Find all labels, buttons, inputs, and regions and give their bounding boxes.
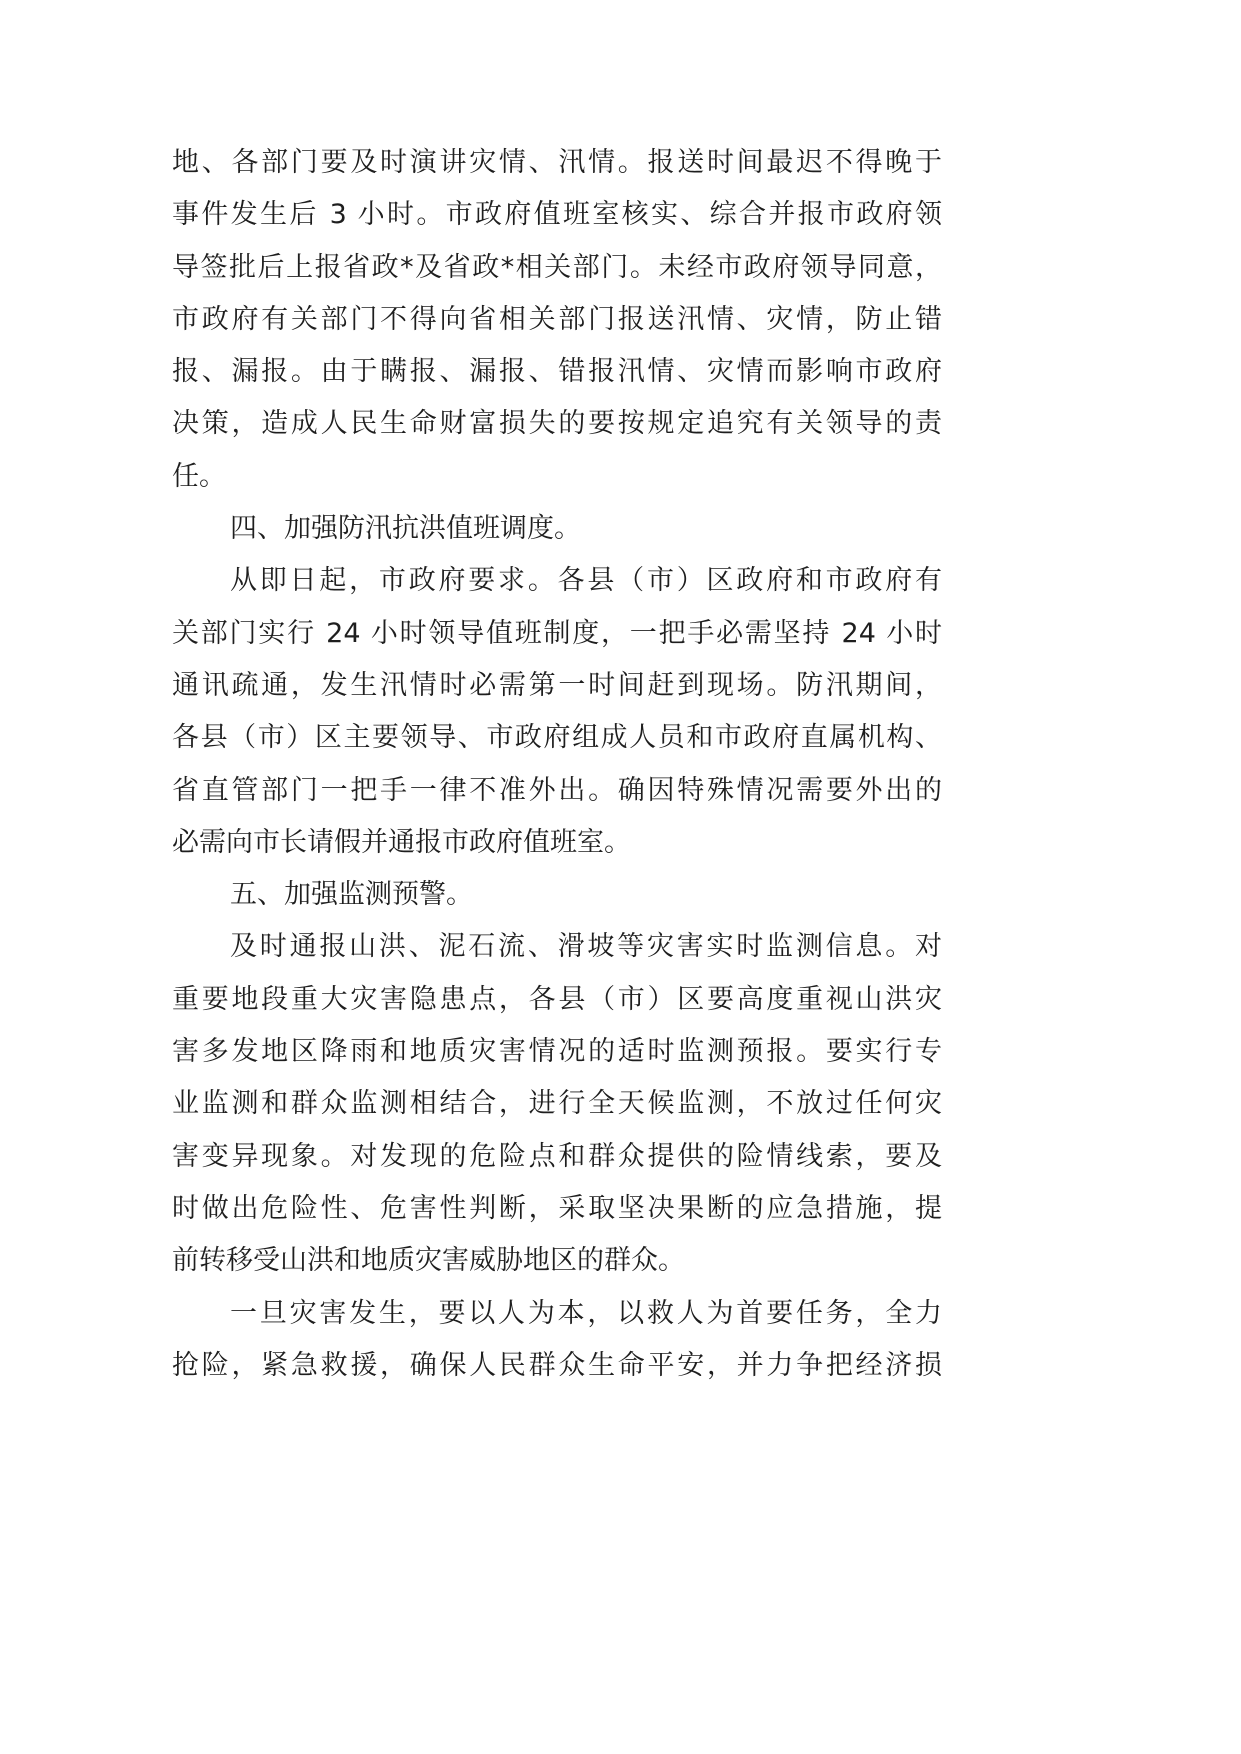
text-line: 害多发地区降雨和地质灾害情况的适时监测预报。要实行专 [172, 1036, 942, 1068]
text-line: 从即日起，市政府要求。各县（市）区政府和市政府有 [230, 565, 942, 597]
text-line: 事件发生后 3 小时。市政府值班室核实、综合并报市政府领 [172, 199, 942, 231]
document-page [172, 137, 942, 1392]
paragraph-continuation [172, 137, 942, 503]
text-line: 报、漏报。由于瞒报、漏报、错报汛情、灾情而影响市政府 [172, 356, 942, 388]
text-line: 业监测和群众监测相结合，进行全天候监测，不放过任何灾 [172, 1088, 942, 1120]
text-line: 抢险，紧急救援，确保人民群众生命平安，并力争把经济损 [172, 1349, 942, 1381]
text-line: 决策，造成人民生命财富损失的要按规定追究有关领导的责 [172, 408, 942, 440]
text-line: 通讯疏通，发生汛情时必需第一时间赶到现场。防汛期间， [172, 669, 942, 701]
text-line: 地、各部门要及时演讲灾情、汛情。报送时间最迟不得晚于 [172, 147, 942, 178]
section-heading: 四、加强防汛抗洪值班调度。 [230, 513, 581, 545]
text-line: 任。 [172, 460, 226, 492]
section-heading-5 [172, 869, 942, 921]
section-heading-4 [172, 503, 942, 555]
text-line: 重要地段重大灾害隐患点，各县（市）区要高度重视山洪灾 [172, 983, 942, 1015]
text-line: 前转移受山洪和地质灾害威胁地区的群众。 [172, 1245, 685, 1277]
section-heading: 五、加强监测预警。 [230, 879, 473, 911]
text-line: 时做出危险性、危害性判断，采取坚决果断的应急措施，提 [172, 1192, 942, 1224]
text-line: 一旦灾害发生，要以人为本，以救人为首要任务，全力 [230, 1297, 942, 1329]
paragraph-rescue [172, 1288, 942, 1393]
text-line: 导签批后上报省政*及省政*相关部门。未经市政府领导同意， [172, 251, 942, 283]
text-line: 省直管部门一把手一律不准外出。确因特殊情况需要外出的 [172, 774, 942, 806]
text-line: 市政府有关部门不得向省相关部门报送汛情、灾情，防止错 [172, 303, 942, 335]
text-line: 及时通报山洪、泥石流、滑坡等灾害实时监测信息。对 [230, 931, 942, 963]
text-line: 必需向市长请假并通报市政府值班室。 [172, 826, 631, 858]
text-line: 害变异现象。对发现的危险点和群众提供的险情线索，要及 [172, 1140, 942, 1172]
paragraph-duty [172, 555, 942, 869]
text-line: 关部门实行 24 小时领导值班制度，一把手必需坚持 24 小时 [172, 617, 942, 649]
paragraph-monitoring [172, 921, 942, 1287]
text-line: 各县（市）区主要领导、市政府组成人员和市政府直属机构、 [172, 722, 942, 754]
